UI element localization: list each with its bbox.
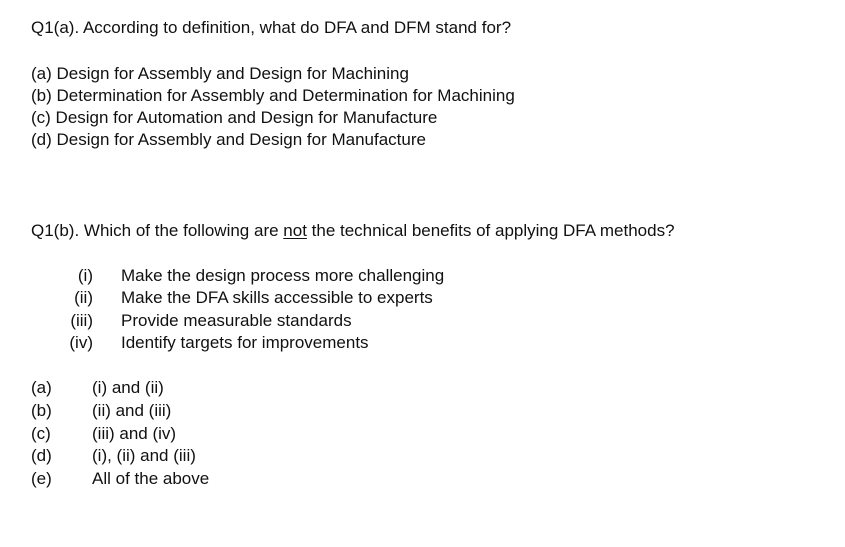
answer-text: (iii) and (iv): [92, 424, 177, 443]
answer-label: (d): [31, 446, 52, 465]
question-1a-option-d: (d) Design for Assembly and Design for Manufacture: [31, 130, 426, 149]
answer-label: (b): [31, 401, 52, 420]
question-1a-option-c: (c) Design for Automation and Design for Manufacture: [31, 108, 438, 127]
question-1a-title: Q1(a). According to definition, what do DFA and DFM stand for?: [31, 18, 512, 37]
statement-number: (i): [77, 266, 93, 285]
statement-number: (ii): [74, 288, 93, 307]
question-1b-title-emphasis: not: [283, 221, 307, 240]
statement-number: (iii): [70, 311, 93, 330]
answer-text: All of the above: [92, 469, 210, 488]
statement-number: (iv): [69, 333, 93, 352]
answer-text: (i), (ii) and (iii): [92, 446, 196, 465]
question-1a-option-b: (b) Determination for Assembly and Determination for Machining: [31, 86, 515, 105]
answer-text: (i) and (ii): [92, 378, 164, 397]
answer-label: (a): [31, 378, 52, 397]
question-1b-title-suffix: the technical benefits of applying DFA methods?: [306, 221, 675, 240]
statement-text: Make the design process more challenging: [121, 266, 445, 285]
question-1b-title: [31, 221, 675, 241]
answer-label: (e): [31, 469, 52, 488]
answer-label: (c): [31, 424, 51, 443]
question-1a-option-a: (a) Design for Assembly and Design for Machining: [31, 64, 409, 83]
statement-text: Make the DFA skills accessible to experts: [121, 288, 433, 307]
answer-text: (ii) and (iii): [92, 401, 172, 420]
question-1b-title-prefix: Q1(b). Which of the following are: [31, 221, 284, 240]
statement-text: Provide measurable standards: [121, 311, 352, 330]
statement-text: Identify targets for improvements: [121, 333, 369, 352]
